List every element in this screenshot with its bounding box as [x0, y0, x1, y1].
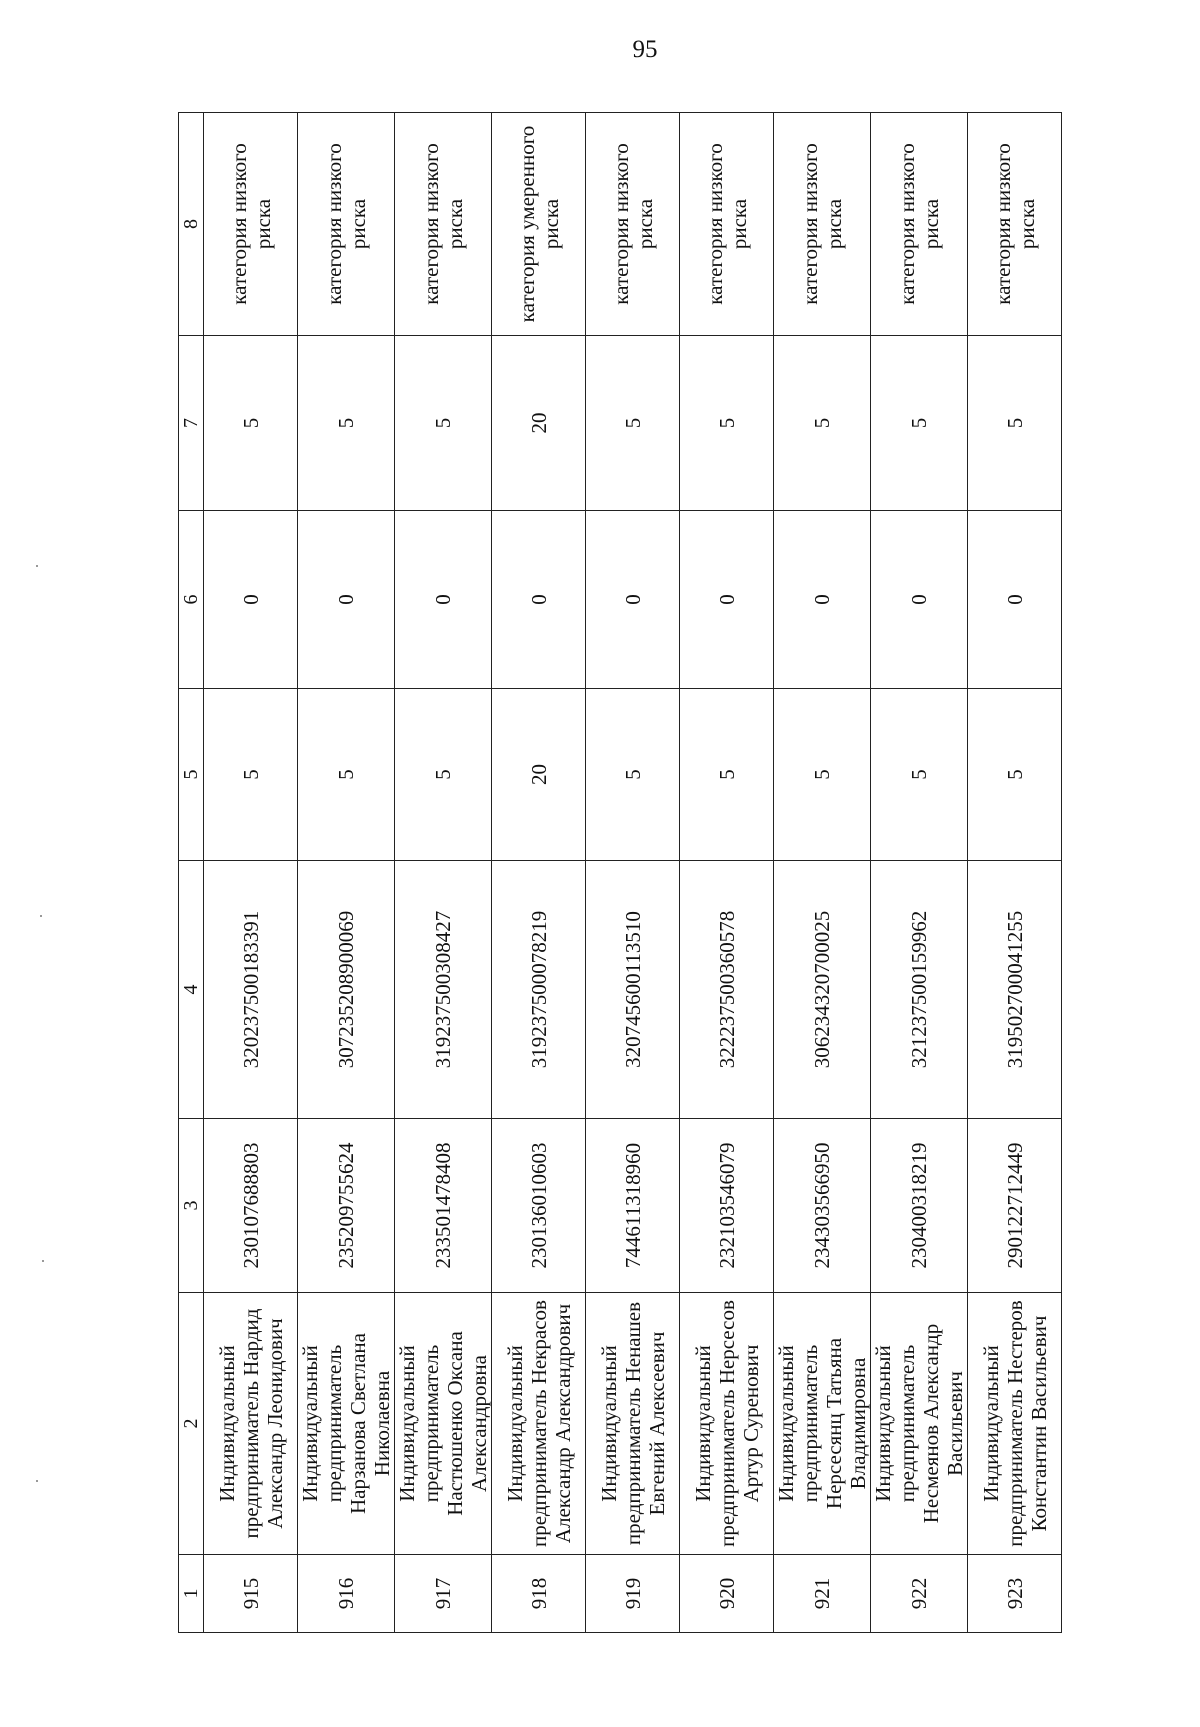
rotated-table-container: [178, 113, 1053, 1633]
col5-cell: 5: [774, 689, 871, 861]
entrepreneur-name: Индивидуальный предприниматель Нерсесянц Татьяна Владимировна: [774, 1293, 871, 1555]
entrepreneur-name: Индивидуальный предприниматель Нарзанова Светлана Николаевна: [298, 1293, 395, 1555]
table-row: [968, 113, 1062, 1633]
col6-cell: 0: [774, 511, 871, 689]
row-number: 915: [204, 1555, 298, 1633]
col6-cell: 0: [395, 511, 492, 689]
risk-category: категория низкого риска: [968, 113, 1062, 336]
table-row: [871, 113, 968, 1633]
row-number: 923: [968, 1555, 1062, 1633]
col-header-4: 4: [179, 861, 204, 1119]
col7-cell: 5: [871, 336, 968, 511]
ogrnip-cell: 322237500360578: [680, 861, 774, 1119]
row-number: 920: [680, 1555, 774, 1633]
col-header-2: 2: [179, 1293, 204, 1555]
ogrnip-cell: 319502700041255: [968, 861, 1062, 1119]
col-header-6: 6: [179, 511, 204, 689]
risk-category: категория низкого риска: [680, 113, 774, 336]
header-row: [179, 113, 204, 1633]
col6-cell: 0: [586, 511, 680, 689]
col5-cell: 5: [298, 689, 395, 861]
col5-cell: 5: [204, 689, 298, 861]
col7-cell: 5: [968, 336, 1062, 511]
col7-cell: 5: [298, 336, 395, 511]
ogrnip-cell: 306234320700025: [774, 861, 871, 1119]
entrepreneur-name: Индивидуальный предприниматель Нардид Александр Леонидович: [204, 1293, 298, 1555]
ogrnip-cell: 319237500078219: [492, 861, 586, 1119]
risk-category: категория низкого риска: [774, 113, 871, 336]
col7-cell: 5: [680, 336, 774, 511]
row-number: 918: [492, 1555, 586, 1633]
row-number: 922: [871, 1555, 968, 1633]
col-header-1: 1: [179, 1555, 204, 1633]
col-header-7: 7: [179, 336, 204, 511]
entrepreneur-name: Индивидуальный предприниматель Некрасов Александр Александрович: [492, 1293, 586, 1555]
table-row: [492, 113, 586, 1633]
col6-cell: 0: [871, 511, 968, 689]
table-row: [395, 113, 492, 1633]
risk-category: категория низкого риска: [298, 113, 395, 336]
entrepreneur-name: Индивидуальный предприниматель Настюшенко Оксана Александровна: [395, 1293, 492, 1555]
inn-cell: 232103546079: [680, 1119, 774, 1293]
inn-cell: 233501478408: [395, 1119, 492, 1293]
col7-cell: 5: [774, 336, 871, 511]
col7-cell: 5: [586, 336, 680, 511]
col6-cell: 0: [968, 511, 1062, 689]
col6-cell: 0: [680, 511, 774, 689]
col6-cell: 0: [204, 511, 298, 689]
ogrnip-cell: 320745600113510: [586, 861, 680, 1119]
col-header-5: 5: [179, 689, 204, 861]
entrepreneur-name: Индивидуальный предприниматель Нерсесов Артур Суренович: [680, 1293, 774, 1555]
table-row: [774, 113, 871, 1633]
inn-cell: 230107688803: [204, 1119, 298, 1293]
inn-cell: 230400318219: [871, 1119, 968, 1293]
ogrnip-cell: 320237500183391: [204, 861, 298, 1119]
registry-table: [178, 112, 1062, 1633]
entrepreneur-name: Индивидуальный предприниматель Ненашев Евгений Алексеевич: [586, 1293, 680, 1555]
row-number: 916: [298, 1555, 395, 1633]
inn-cell: 235209755624: [298, 1119, 395, 1293]
inn-cell: 234303566950: [774, 1119, 871, 1293]
ogrnip-cell: 321237500159962: [871, 861, 968, 1119]
table-row: [298, 113, 395, 1633]
entrepreneur-name: Индивидуальный предприниматель Нестеров Константин Васильевич: [968, 1293, 1062, 1555]
ogrnip-cell: 307235208900069: [298, 861, 395, 1119]
inn-cell: 230136010603: [492, 1119, 586, 1293]
risk-category: категория низкого риска: [586, 113, 680, 336]
col5-cell: 5: [968, 689, 1062, 861]
col-header-3: 3: [179, 1119, 204, 1293]
col6-cell: 0: [492, 511, 586, 689]
row-number: 921: [774, 1555, 871, 1633]
page-number: 95: [632, 36, 658, 63]
inn-cell: 290122712449: [968, 1119, 1062, 1293]
risk-category: категория низкого риска: [204, 113, 298, 336]
table-row: [586, 113, 680, 1633]
risk-category: категория умеренного риска: [492, 113, 586, 336]
inn-cell: 744611318960: [586, 1119, 680, 1293]
col7-cell: 5: [204, 336, 298, 511]
col6-cell: 0: [298, 511, 395, 689]
entrepreneur-name: Индивидуальный предприниматель Несмеянов Александр Васильевич: [871, 1293, 968, 1555]
col5-cell: 5: [586, 689, 680, 861]
row-number: 917: [395, 1555, 492, 1633]
col5-cell: 5: [871, 689, 968, 861]
risk-category: категория низкого риска: [871, 113, 968, 336]
col7-cell: 5: [395, 336, 492, 511]
ogrnip-cell: 319237500308427: [395, 861, 492, 1119]
risk-category: категория низкого риска: [395, 113, 492, 336]
col-header-8: 8: [179, 113, 204, 336]
col7-cell: 20: [492, 336, 586, 511]
row-number: 919: [586, 1555, 680, 1633]
table-row: [680, 113, 774, 1633]
col5-cell: 5: [680, 689, 774, 861]
col5-cell: 20: [492, 689, 586, 861]
col5-cell: 5: [395, 689, 492, 861]
table-row: [204, 113, 298, 1633]
